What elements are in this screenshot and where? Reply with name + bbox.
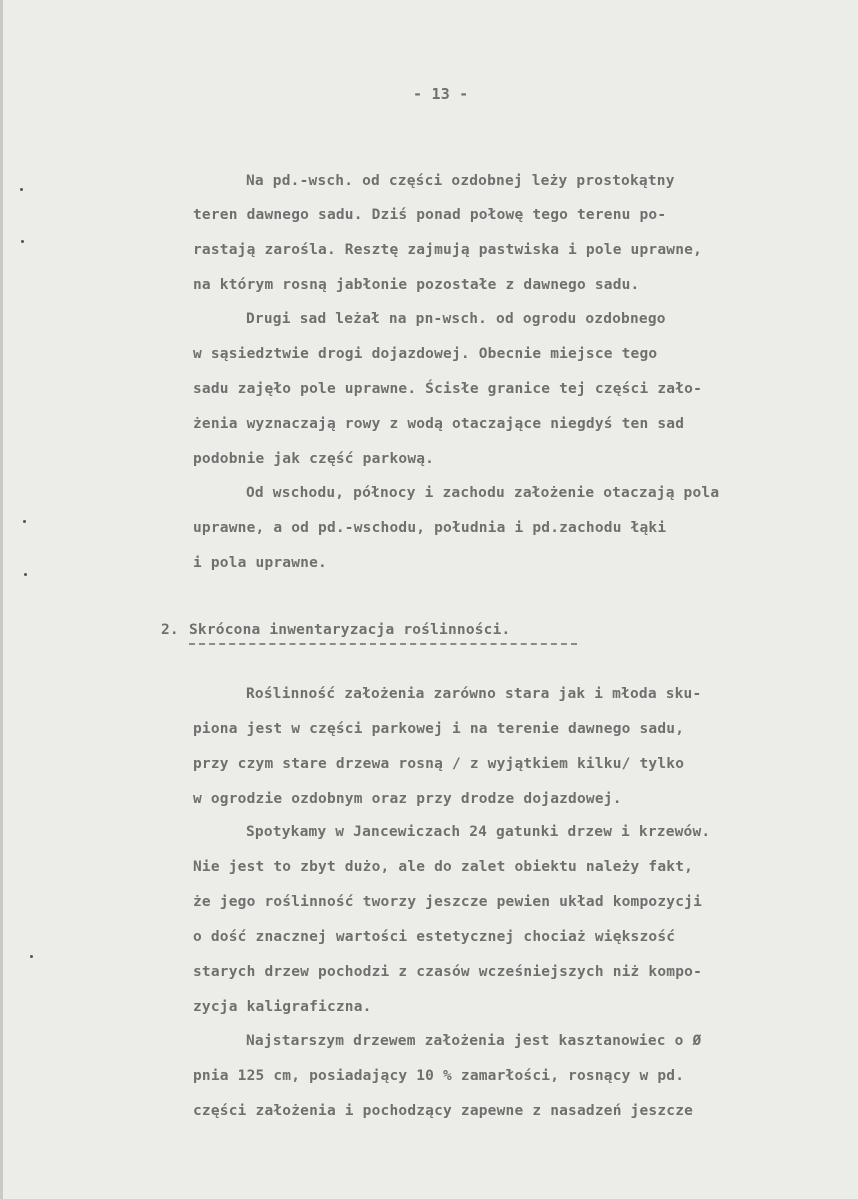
- section-number: 2.: [161, 622, 179, 638]
- text-line: Na pd.-wsch. od części ozdobnej leży prostokątny: [246, 173, 675, 189]
- scan-mark: [23, 520, 26, 523]
- text-line: piona jest w części parkowej i na terenie dawnego sadu,: [193, 721, 685, 737]
- scan-mark: [24, 573, 27, 576]
- text-line: Roślinność założenia zarówno stara jak i młoda sku-: [246, 686, 702, 702]
- text-line: części założenia i pochodzący zapewne z nasadzeń jeszcze: [193, 1103, 694, 1119]
- text-line: teren dawnego sadu. Dziś ponad połowę tego terenu po-: [193, 207, 667, 223]
- text-line: Najstarszym drzewem założenia jest kasztanowiec o Ø: [246, 1033, 702, 1049]
- page-number: - 13 -: [413, 85, 469, 103]
- text-line: Drugi sad leżał na pn-wsch. od ogrodu ozdobnego: [246, 311, 666, 327]
- text-line: Spotykamy w Jancewiczach 24 gatunki drzew i krzewów.: [246, 824, 711, 840]
- text-line: podobnie jak część parkową.: [193, 451, 435, 467]
- text-line: że jego roślinność tworzy jeszcze pewien układ kompozycji: [193, 894, 702, 910]
- scan-mark: [21, 240, 24, 243]
- text-line: i pola uprawne.: [193, 555, 327, 571]
- text-line: żenia wyznaczają rowy z wodą otaczające niegdyś ten sad: [193, 416, 685, 432]
- text-line: rastają zarośla. Resztę zajmują pastwiska i pole uprawne,: [193, 242, 702, 258]
- text-line: na którym rosną jabłonie pozostałe z dawnego sadu.: [193, 277, 640, 293]
- text-line: starych drzew pochodzi z czasów wcześniejszych niż kompo-: [193, 964, 702, 980]
- text-line: w sąsiedztwie drogi dojazdowej. Obecnie miejsce tego: [193, 346, 658, 362]
- section-title: Skrócona inwentaryzacja roślinności.: [189, 622, 511, 638]
- text-line: zycja kaligraficzna.: [193, 999, 372, 1015]
- text-line: pnia 125 cm, posiadający 10 % zamarłości, rosnący w pd.: [193, 1068, 685, 1084]
- text-line: przy czym stare drzewa rosną / z wyjątkiem kilku/ tylko: [193, 756, 685, 772]
- scan-mark: [20, 188, 23, 191]
- text-line: sadu zajęło pole uprawne. Ścisłe granice tej części zało-: [193, 381, 702, 397]
- text-line: uprawne, a od pd.-wschodu, południa i pd.zachodu łąki: [193, 520, 667, 536]
- text-line: o dość znacznej wartości estetycznej chociaż większość: [193, 929, 676, 945]
- section-title-underline: [189, 643, 577, 645]
- scan-mark: [30, 955, 33, 958]
- text-line: Od wschodu, północy i zachodu założenie otaczają pola: [246, 485, 720, 501]
- text-line: w ogrodzie ozdobnym oraz przy drodze dojazdowej.: [193, 791, 622, 807]
- text-line: Nie jest to zbyt dużo, ale do zalet obiektu należy fakt,: [193, 859, 694, 875]
